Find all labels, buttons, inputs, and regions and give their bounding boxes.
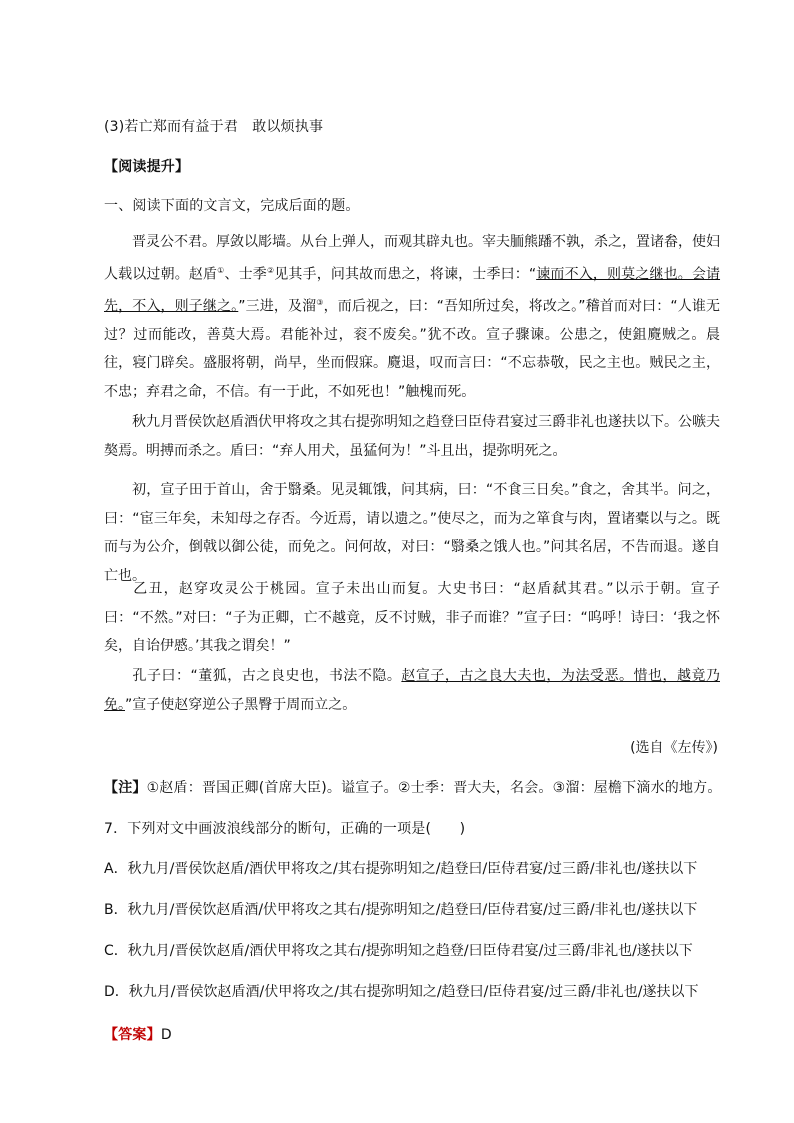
option-c: C．秋九月/晋侯饮赵盾/酒伏甲将攻之其右/提弥明知之趋登/曰臣侍君宴/过三爵/非礼也/遂扶以下 bbox=[104, 943, 693, 959]
underlined-sentence-2: 赵宣子，古之良大夫也，为法受恶。惜也，越竟乃免。 bbox=[104, 668, 720, 713]
passage-paragraph-3: 初，宣子田于首山，舍于翳桑。见灵辄饿，问其病，曰：“不食三日矣。”食之，舍其半。问之，曰：“宦三年矣，未知母之存否。今近焉，请以遗之。”使尽之，而为之箪食与肉，置诸橐以与之。既而与为公介，倒戟以御公徒，而免之。问何故，对曰：“翳桑之饿人也。”问其名居，不告而退。遂自亡也。 bbox=[104, 482, 720, 584]
instruction: 一、阅读下面的文言文，完成后面的题。 bbox=[104, 198, 360, 214]
footnote-marker-2: ② bbox=[266, 265, 275, 275]
annotation-note: 【注】①赵盾：晋国正卿(首席大臣)。谥宣子。②士季：晋大夫，名会。③溜：屋檐下滴水的地方。 bbox=[104, 780, 722, 796]
question-3-line: (3)若亡郑而有益于君 敢以烦执事 bbox=[104, 119, 324, 135]
passage-paragraph-2: 秋九月晋侯饮赵盾酒伏甲将攻之其右提弥明知之趋登曰臣侍君宴过三爵非礼也遂扶以下。公嗾夫獒焉。明搏而杀之。盾曰：“弃人用犬，虽猛何为！”斗且出，提弥明死之。 bbox=[104, 414, 720, 459]
note-label: 【注】 bbox=[104, 780, 147, 796]
answer-value: D bbox=[160, 1027, 172, 1043]
answer-line bbox=[104, 1024, 172, 1044]
underlined-sentence: 谏而不入，则莫之继也。会请先，不入，则子继之。 bbox=[104, 266, 721, 315]
section-title: 【阅读提升】 bbox=[104, 159, 190, 175]
answer-label: 【答案】 bbox=[104, 1027, 161, 1043]
option-b: B．秋九月/晋侯饮赵盾酒/伏甲将攻之其右/提弥明知之/趋登曰/臣侍君宴/过三爵/非礼也/遂扶以下 bbox=[104, 902, 698, 918]
wavy-line-segment: 秋九月晋侯饮赵盾酒伏甲将攻之其右提弥明知之趋登曰臣侍君宴过三爵非礼也遂扶以下 bbox=[132, 414, 664, 430]
option-a: A．秋九月/晋侯饮赵盾/酒伏甲将攻之/其右提弥明知之/趋登曰/臣侍君宴/过三爵/非礼也/遂扶以下 bbox=[104, 861, 698, 877]
passage-paragraph-1: 晋灵公不君。厚敛以彫墙。从台上弹人，而观其辟丸也。宰夫胹熊蹯不孰，杀之，置诸畚，使妇人载以过朝。赵盾①、士季②见其手，问其故而患之，将谏，士季曰：“谏而不入，则莫之继也。会请先，不入，则子继之。”三进，及溜③，而后视之，曰：“吾知所过矣，将改之。”稽首而对曰：“人谁无过？过而能改，善莫大焉。君能补过，衮不废矣。”犹不改。宣子骤谏。公患之，使鉏麑贼之。晨往，寝门辟矣。盛服将朝，尚早，坐而假寐。麑退，叹而言曰：“不忘恭敬，民之主也。贼民之主，不忠；弃君之命，不信。有一于此，不如死也！”触槐而死。 bbox=[104, 234, 721, 400]
question-7: 7．下列对文中画波浪线部分的断句，正确的一项是( ) bbox=[104, 821, 466, 837]
footnote-marker-1: ① bbox=[217, 265, 225, 275]
source-citation: (选自《左传》) bbox=[630, 740, 718, 756]
footnote-marker-3: ③ bbox=[316, 297, 324, 307]
passage-paragraph-5: 孔子曰：“董狐，古之良史也，书法不隐。赵宣子，古之良大夫也，为法受恶。惜也，越竟乃免。”宣子使赵穿逆公子黑臀于周而立之。 bbox=[104, 668, 720, 713]
option-d: D．秋九月/晋侯饮赵盾酒/伏甲将攻之/其右提弥明知之/趋登曰/臣侍君宴/过三爵/非礼也/遂扶以下 bbox=[104, 984, 699, 1000]
passage-paragraph-4: 乙丑，赵穿攻灵公于桃园。宣子未出山而复。大史书曰：“赵盾弑其君。”以示于朝。宣子曰：“不然。”对曰：“子为正卿，亡不越竟，反不讨贼，非子而谁？”宣子曰：“呜呼！诗曰：‘我之怀矣，自诒伊慼。’其我之谓矣！” bbox=[104, 581, 720, 654]
